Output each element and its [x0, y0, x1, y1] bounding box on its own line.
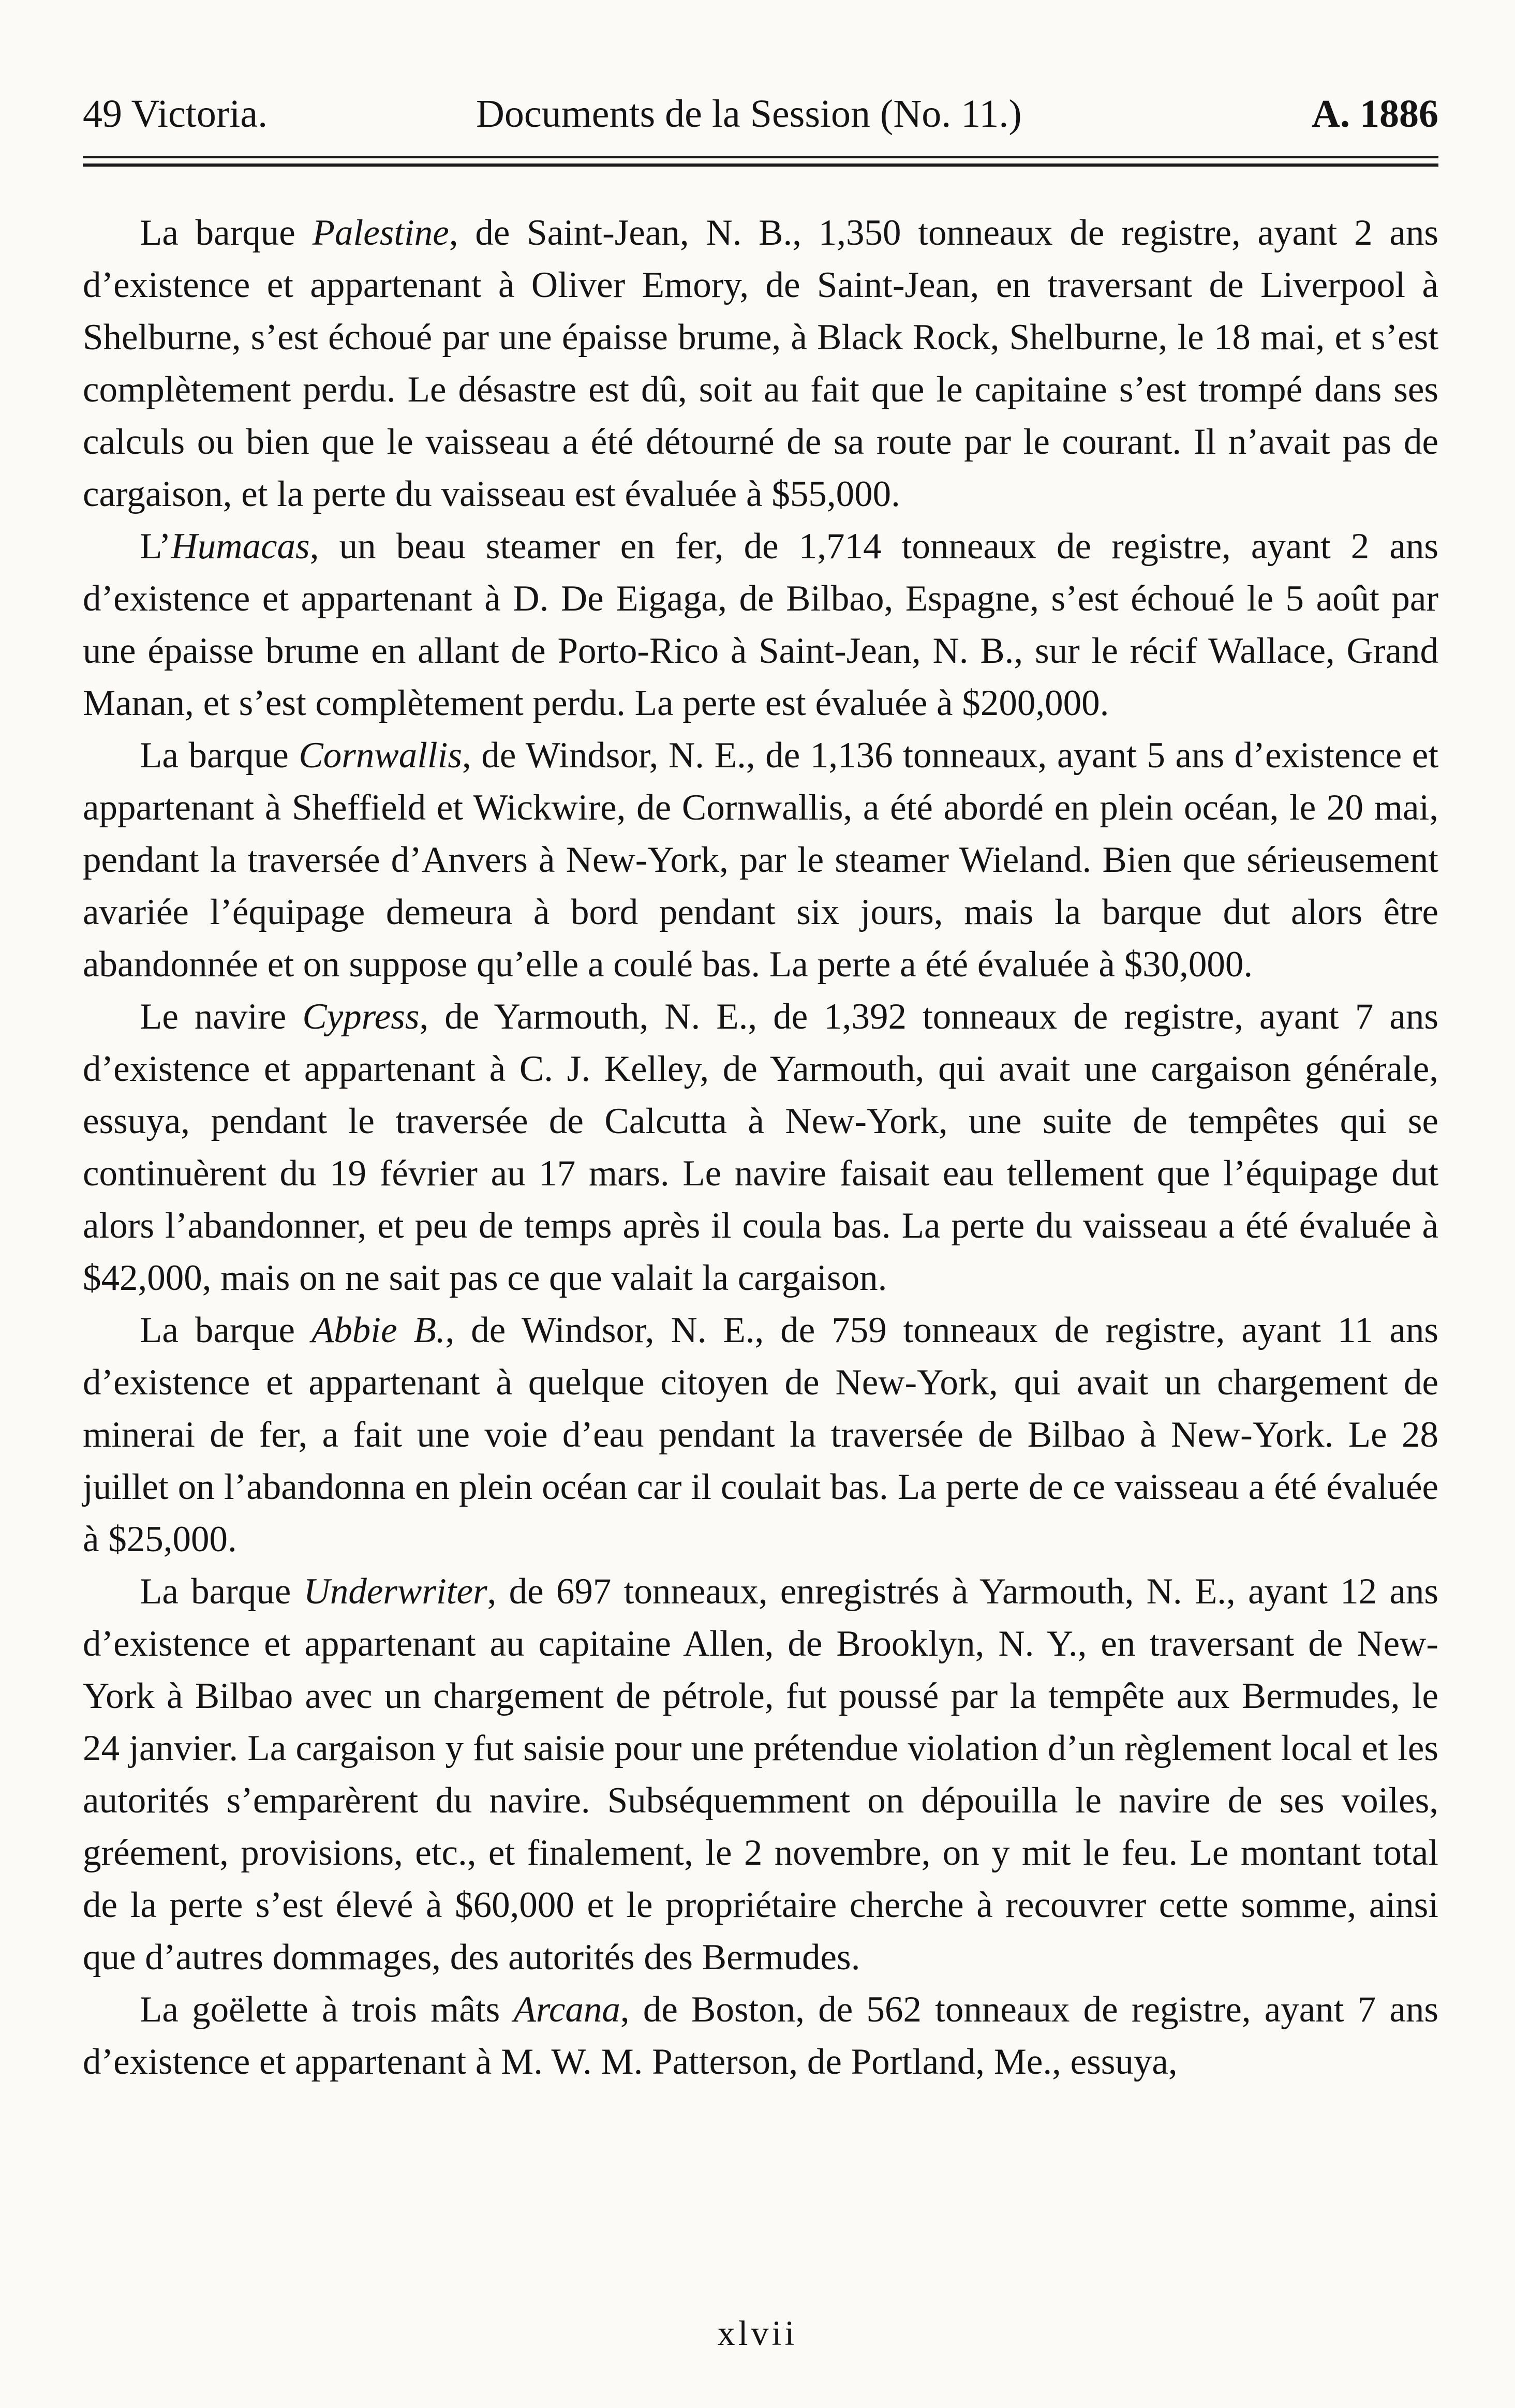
page-number: xlvii	[717, 2313, 798, 2353]
header-volume: 49 Victoria.	[83, 92, 268, 136]
paragraph-lead: La barque	[140, 1571, 304, 1612]
header-year: A. 1886	[1312, 92, 1438, 136]
paragraph-lead: La barque	[140, 213, 313, 253]
paragraph-lead: Le navire	[140, 997, 303, 1037]
paragraph-abbie-b	[83, 1304, 1438, 1566]
paragraph-text: , de Yarmouth, N. E., de 1,392 tonneaux de registre, ayant 7 ans d’existence et appartenant à C. J. Kelley, de Yarmouth, qui avait une cargaison générale, essuya, pendant le traversée de Calcutta à New-York, une suite de tempêtes qui se continuèrent du 19 février au 17 mars. Le navire faisait eau tellement que l’équipage dut alors l’abandonner, et peu de temps après il coula bas. La perte du vaisseau a été évaluée à $42,000, mais on ne sait pas ce que valait la cargaison.	[83, 997, 1438, 1298]
ship-name: Arcana	[513, 1989, 620, 2030]
running-header	[83, 85, 1438, 142]
paragraph-text: , de 697 tonneaux, enregistrés à Yarmouth, N. E., ayant 12 ans d’existence et appartenant au capitaine Allen, de Brooklyn, N. Y., en traversant de New-York à Bilbao avec un chargement de pétrole, fut poussé par la tempête aux Bermudes, le 24 janvier. La cargaison y fut saisie pour une prétendue violation d’un règlement local et les autorités s’emparèrent du navire. Subséquemment on dépouilla le navire de ses voiles, gréement, provisions, etc., et finalement, le 2 novembre, on y mit le feu. Le montant total de la perte s’est élevé à $60,000 et le propriétaire cherche à recouvrer cette somme, ainsi que d’autres dommages, des autorités des Bermudes.	[83, 1571, 1439, 1978]
paragraph-palestine	[83, 207, 1438, 521]
paragraph-text: , de Boston, de 562 tonneaux de registre, ayant 7 ans d’existence et appartenant à M. W. M. Patterson, de Portland, Me., essuya,	[83, 1989, 1439, 2082]
ship-name: Abbie B.	[311, 1310, 445, 1350]
paragraph-lead: La goëlette à trois mâts	[140, 1989, 514, 2030]
ship-name: Cypress	[302, 997, 420, 1037]
ship-name: Humacas	[171, 526, 310, 567]
paragraph-underwriter	[83, 1566, 1438, 1984]
document-body	[83, 207, 1438, 2088]
paragraph-lead: La barque	[140, 1310, 311, 1350]
paragraph-lead: La barque	[140, 735, 299, 776]
header-rule-thick	[83, 163, 1438, 167]
paragraph-cornwallis	[83, 730, 1438, 991]
ship-name: Underwriter	[303, 1571, 487, 1612]
paragraph-text: , un beau steamer en fer, de 1,714 tonneaux de registre, ayant 2 ans d’existence et appartenant à D. De Eigaga, de Bilbao, Espagne, s’est échoué le 5 août par une épaisse brume en allant de Porto-Rico à Saint-Jean, N. B., sur le récif Wallace, Grand Manan, et s’est complètement perdu. La perte est évaluée à $200,000.	[83, 526, 1438, 723]
paragraph-text: , de Saint-Jean, N. B., 1,350 tonneaux de registre, ayant 2 ans d’existence et appartenant à Oliver Emory, de Saint-Jean, en traversant de Liverpool à Shelburne, s’est échoué par une épaisse brume, à Black Rock, Shelburne, le 18 mai, et s’est complètement perdu. Le désastre est dû, soit au fait que le capitaine s’est trompé dans ses calculs ou bien que le vaisseau a été détourné de sa route par le courant. Il n’avait pas de cargaison, et la perte du vaisseau est évaluée à $55,000.	[83, 213, 1438, 514]
paragraph-text: , de Windsor, N. E., de 759 tonneaux de registre, ayant 11 ans d’existence et appartenant à quelque citoyen de New-York, qui avait un chargement de minerai de fer, a fait une voie d’eau pendant la traversée de Bilbao à New-York. Le 28 juillet on l’abandonna en plein océan car il coulait bas. La perte de ce vaisseau a été évaluée à $25,000.	[83, 1310, 1438, 1559]
paragraph-cypress	[83, 991, 1438, 1304]
paragraph-humacas	[83, 521, 1438, 730]
header-rule-thin	[83, 156, 1438, 158]
paragraph-arcana	[83, 1984, 1438, 2088]
paragraph-text: , de Windsor, N. E., de 1,136 tonneaux, ayant 5 ans d’existence et appartenant à Sheffield et Wickwire, de Cornwallis, a été abordé en plein océan, le 20 mai, pendant la traversée d’Anvers à New-York, par le steamer Wieland. Bien que sérieusement avariée l’équipage demeura à bord pendant six jours, mais la barque dut alors être abandonnée et on suppose qu’elle a coulé bas. La perte a été évaluée à $30,000.	[83, 735, 1438, 985]
paragraph-lead: L’	[140, 526, 171, 567]
ship-name: Palestine	[312, 213, 449, 253]
ship-name: Cornwallis	[299, 735, 463, 776]
header-title: Documents de la Session (No. 11.)	[476, 92, 1022, 136]
